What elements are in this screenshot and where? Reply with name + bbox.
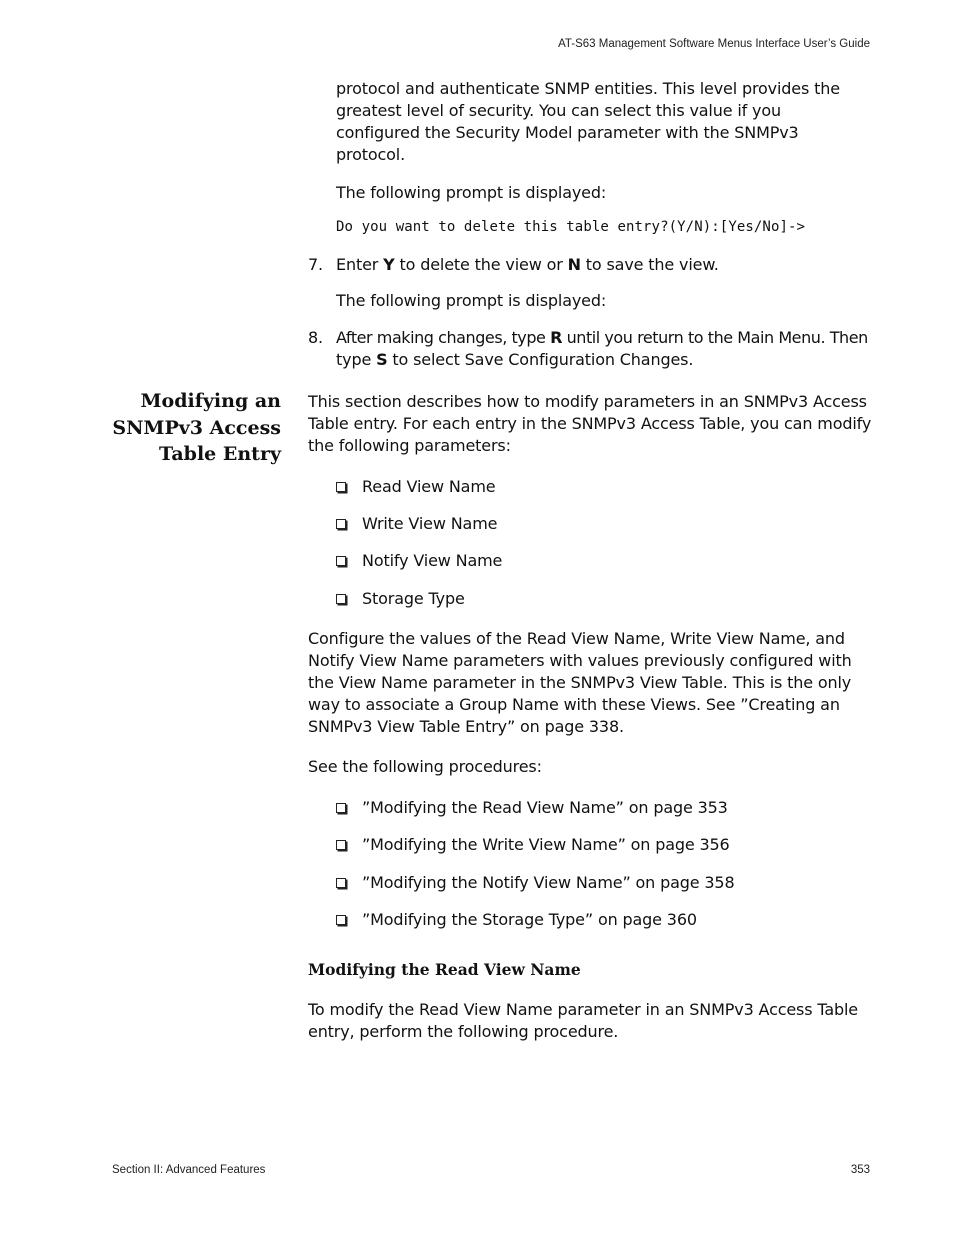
checkbox-bullet-icon	[336, 519, 346, 529]
procedure-link[interactable]: ”Modifying the Notify View Name” on page 358	[362, 873, 735, 892]
key-n: N	[567, 255, 581, 274]
text-line: Notify View Name parameters with values previously configured with	[308, 651, 852, 670]
list-item	[336, 834, 730, 856]
step-text	[336, 327, 868, 371]
checkbox-bullet-icon	[336, 878, 346, 888]
step-number: 8.	[308, 328, 323, 347]
step-text	[336, 254, 719, 276]
text-line: Table entry. For each entry in the SNMPv3 Access Table, you can modify	[308, 414, 872, 433]
procedure-link[interactable]: ”Modifying the Read View Name” on page 353	[362, 798, 728, 817]
key-y: Y	[383, 255, 395, 274]
text-run: until you return to the Main Menu. Then	[561, 328, 868, 347]
list-item	[336, 872, 735, 894]
step-7-prompt: The following prompt is displayed:	[336, 291, 607, 310]
subsection-heading: Modifying the Read View Name	[308, 960, 581, 979]
text-line: configured the Security Model parameter with the SNMPv3	[336, 123, 799, 142]
text-line: the following parameters:	[308, 436, 511, 455]
text-line: This section describes how to modify parameters in an SNMPv3 Access	[308, 392, 867, 411]
step-line	[336, 349, 868, 371]
page-number: 353	[850, 1164, 870, 1176]
running-header: AT-S63 Management Software Menus Interface User’s Guide	[558, 38, 870, 50]
text-run: Enter	[336, 255, 384, 274]
list-item-label: Read View Name	[362, 477, 496, 496]
list-item	[336, 513, 497, 535]
list-item-label: Notify View Name	[362, 551, 503, 570]
key-r: R	[550, 328, 562, 347]
text-run: type	[336, 350, 377, 369]
section-heading	[100, 388, 281, 468]
heading-line: SNMPv3 Access	[112, 416, 281, 439]
text-line: protocol.	[336, 145, 406, 164]
step-line	[336, 327, 868, 349]
text-run: to select Save Configuration Changes.	[387, 350, 694, 369]
continuation-paragraph	[336, 78, 840, 166]
checkbox-bullet-icon	[336, 556, 346, 566]
checkbox-bullet-icon	[336, 482, 346, 492]
configure-paragraph	[308, 628, 852, 738]
list-item	[336, 797, 728, 819]
checkbox-bullet-icon	[336, 594, 346, 604]
see-procedures: See the following procedures:	[308, 757, 542, 776]
checkbox-bullet-icon	[336, 840, 346, 850]
list-item	[336, 588, 465, 610]
list-item-label: Storage Type	[362, 589, 465, 608]
procedure-link[interactable]: ”Modifying the Write View Name” on page 356	[362, 835, 730, 854]
list-item	[336, 476, 495, 498]
text-line: entry, perform the following procedure.	[308, 1022, 619, 1041]
prompt-intro: The following prompt is displayed:	[336, 183, 607, 202]
text-line: way to associate a Group Name with these Views. See ”Creating an	[308, 695, 840, 714]
prompt-code: Do you want to delete this table entry?(Y/N):[Yes/No]->	[336, 219, 806, 235]
text-line: Configure the values of the Read View Name, Write View Name, and	[308, 629, 845, 648]
step-number: 7.	[308, 255, 323, 274]
subsection-paragraph	[308, 999, 858, 1043]
procedure-link[interactable]: ”Modifying the Storage Type” on page 360	[362, 910, 697, 929]
text-line: the View Name parameter in the SNMPv3 View Table. This is the only	[308, 673, 852, 692]
text-run: After making changes, type	[336, 328, 551, 347]
key-s: S	[376, 350, 388, 369]
text-run: to delete the view or	[394, 255, 568, 274]
text-line: greatest level of security. You can select this value if you	[336, 101, 782, 120]
section-intro	[308, 391, 871, 457]
text-line: protocol and authenticate SNMP entities. This level provides the	[336, 79, 840, 98]
text-run: to save the view.	[580, 255, 719, 274]
checkbox-bullet-icon	[336, 803, 346, 813]
list-item-label: Write View Name	[362, 514, 498, 533]
text-line: SNMPv3 View Table Entry” on page 338.	[308, 717, 624, 736]
heading-line: Table Entry	[159, 443, 281, 465]
checkbox-bullet-icon	[336, 915, 346, 925]
heading-line: Modifying an	[140, 390, 281, 412]
footer-section: Section II: Advanced Features	[112, 1164, 266, 1176]
text-line: To modify the Read View Name parameter in an SNMPv3 Access Table	[308, 1000, 858, 1019]
list-item	[336, 550, 502, 572]
list-item	[336, 909, 697, 931]
